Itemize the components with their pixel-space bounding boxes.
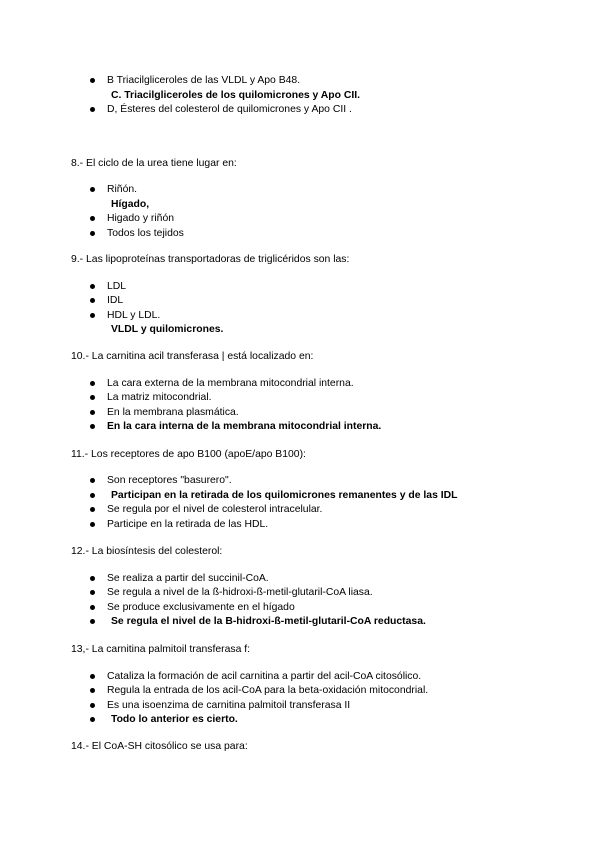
q12-option-answer: Se regula el nivel de la B-hidroxi-ß-metil-glutaril-CoA reductasa.: [111, 616, 426, 627]
bullet-icon: [90, 590, 95, 595]
bullet-icon: [90, 717, 95, 722]
q9-option: IDL: [107, 295, 124, 306]
bullet-icon: [90, 187, 95, 192]
question-8: 8.- El ciclo de la urea tiene lugar en:: [71, 158, 237, 169]
q8-option-answer: Hígado,: [111, 199, 150, 210]
bullet-icon: [90, 576, 95, 581]
bullet-icon: [90, 703, 95, 708]
q11-option: Son receptores "basurero".: [107, 475, 232, 486]
bullet-icon: [90, 107, 95, 112]
bullet-icon: [90, 507, 95, 512]
q8-option: Higado y riñón: [107, 213, 175, 224]
bullet-icon: [90, 619, 95, 624]
bullet-icon: [90, 688, 95, 693]
q7-option-b: B Triacilgliceroles de las VLDL y Apo B48.: [107, 75, 301, 86]
bullet-icon: [90, 478, 95, 483]
q7-option-c-answer: C. Triacilgliceroles de los quilomicrones y Apo CII.: [111, 90, 361, 101]
q9-option: HDL y LDL.: [107, 310, 161, 321]
bullet-icon: [90, 78, 95, 83]
q13-option-answer: Todo lo anterior es cierto.: [111, 714, 238, 725]
q11-option-answer: Participan en la retirada de los quilomicrones remanentes y de las IDL: [111, 490, 458, 501]
q10-option: En la membrana plasmática.: [107, 407, 239, 418]
bullet-icon: [90, 216, 95, 221]
question-9: 9.- Las lipoproteínas transportadoras de triglicéridos son las:: [71, 254, 350, 265]
bullet-icon: [90, 231, 95, 236]
q9-option-answer: VLDL y quilomicrones.: [111, 324, 224, 335]
bullet-icon: [90, 410, 95, 415]
q11-option: Se regula por el nivel de colesterol intracelular.: [107, 504, 323, 515]
bullet-icon: [90, 424, 95, 429]
question-12: 12.- La biosíntesis del colesterol:: [71, 546, 223, 557]
bullet-icon: [90, 674, 95, 679]
q9-option: LDL: [107, 281, 127, 292]
question-14: 14.- El CoA-SH citosólico se usa para:: [71, 741, 248, 752]
question-10: 10.- La carnitina acil transferasa | está localizado en:: [71, 351, 314, 362]
q11-option: Participe en la retirada de las HDL.: [107, 519, 269, 530]
bullet-icon: [90, 284, 95, 289]
q10-option-answer: En la cara interna de la membrana mitocondrial interna.: [107, 421, 382, 432]
q12-option: Se produce exclusivamente en el hígado: [107, 602, 295, 613]
bullet-icon: [90, 522, 95, 527]
question-13: 13,- La carnitina palmitoil transferasa f:: [71, 644, 251, 655]
bullet-icon: [90, 298, 95, 303]
bullet-icon: [90, 605, 95, 610]
q12-option: Se realiza a partir del succinil-CoA.: [107, 573, 269, 584]
q13-option: Es una isoenzima de carnitina palmitoil transferasa II: [107, 700, 351, 711]
q13-option: Cataliza la formación de acil carnitina a partir del acil-CoA citosólico.: [107, 671, 422, 682]
bullet-icon: [90, 395, 95, 400]
q10-option: La matriz mitocondrial.: [107, 392, 212, 403]
bullet-icon: [90, 493, 95, 498]
q12-option: Se regula a nivel de la ß-hidroxi-ß-metil-glutaril-CoA liasa.: [107, 587, 373, 598]
bullet-icon: [90, 381, 95, 386]
q10-option: La cara externa de la membrana mitocondrial interna.: [107, 378, 354, 389]
q8-option: Todos los tejidos: [107, 228, 184, 239]
q13-option: Regula la entrada de los acil-CoA para la beta-oxidación mitocondrial.: [107, 685, 429, 696]
question-11: 11.- Los receptores de apo B100 (apoE/apo B100):: [71, 449, 306, 460]
q7-option-d: D, Ésteres del colesterol de quilomicrones y Apo CII .: [107, 104, 352, 115]
q8-option: Riñón.: [107, 184, 138, 195]
bullet-icon: [90, 313, 95, 318]
